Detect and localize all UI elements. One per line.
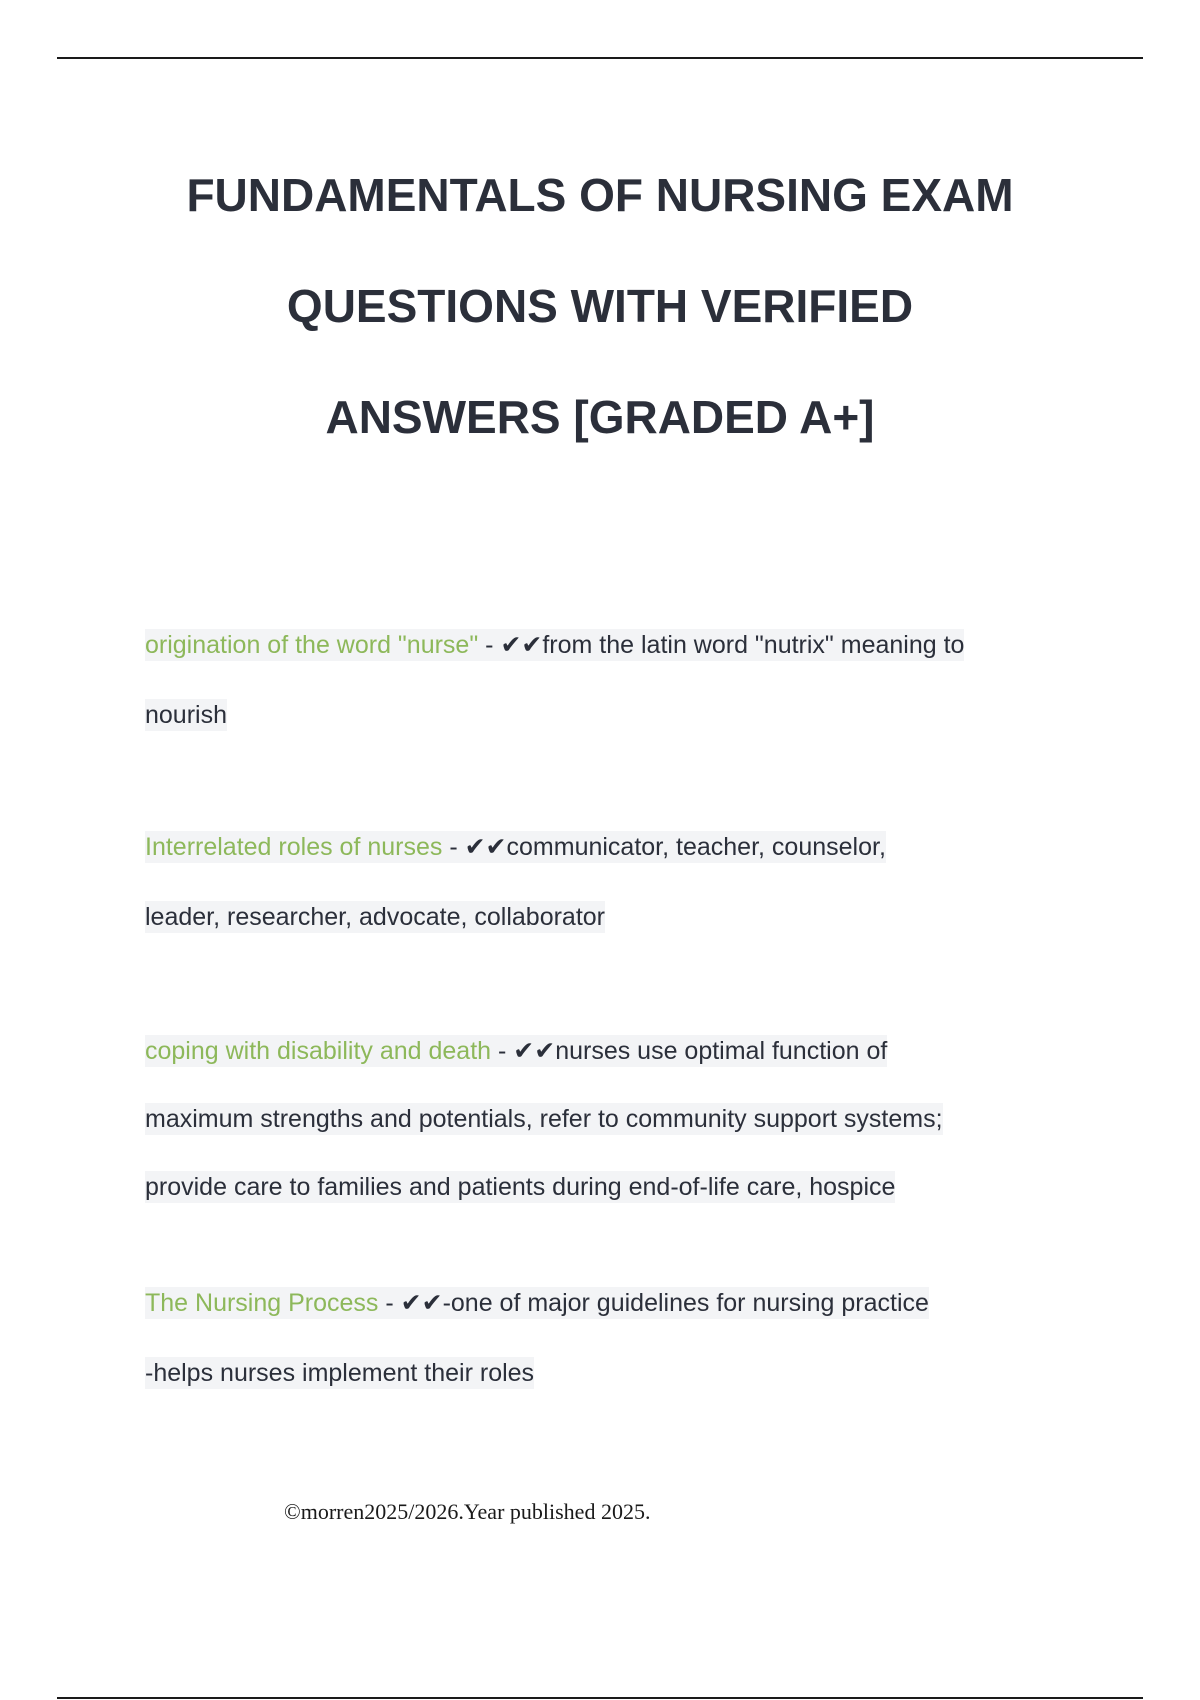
qa-entry-interrelated-roles (145, 812, 1085, 952)
document-title (100, 140, 1100, 473)
entry-answer: leader, researcher, advocate, collaborator (145, 903, 605, 931)
entry-separator: - (491, 1037, 514, 1065)
entry-separator: - (378, 1289, 401, 1317)
entry-line (145, 1017, 1085, 1085)
entry-term: origination of the word "nurse" (145, 631, 479, 659)
entry-line (145, 812, 1085, 882)
qa-entry-nurse-origin (145, 610, 1085, 750)
entry-answer: from the latin word "nutrix" meaning to (542, 631, 965, 659)
entry-line (145, 882, 1085, 952)
copyright-footer: ©morren2025/2026.Year published 2025. (284, 1499, 651, 1524)
top-rule (57, 57, 1143, 59)
check-mark-icon: ✔✔ (500, 631, 543, 659)
entry-term: Interrelated roles of nurses (145, 833, 443, 861)
qa-entry-coping-disability (145, 1017, 1085, 1221)
entry-answer: maximum strengths and potentials, refer to community support systems; (145, 1105, 943, 1133)
qa-entry-nursing-process (145, 1268, 1085, 1408)
entry-answer: provide care to families and patients during end-of-life care, hospice (145, 1173, 896, 1201)
entry-answer: communicator, teacher, counselor, (506, 833, 886, 861)
entry-line (145, 1338, 1085, 1408)
check-mark-icon: ✔✔ (400, 1289, 443, 1317)
title-line-1: FUNDAMENTALS OF NURSING EXAM (186, 169, 1014, 221)
title-line-2: QUESTIONS WITH VERIFIED (286, 280, 914, 332)
entry-answer: -one of major guidelines for nursing practice (442, 1289, 929, 1317)
entry-separator: - (478, 631, 501, 659)
entry-line (145, 1085, 1085, 1153)
title-line-3: ANSWERS [GRADED A+] (325, 391, 875, 443)
entry-answer: -helps nurses implement their roles (145, 1359, 535, 1387)
check-mark-icon: ✔✔ (464, 833, 507, 861)
entry-term: coping with disability and death (145, 1037, 492, 1065)
entry-line (145, 1153, 1085, 1221)
entry-answer: nourish (145, 701, 227, 729)
entry-line (145, 680, 1085, 750)
entry-term: The Nursing Process (145, 1289, 379, 1317)
check-mark-icon: ✔✔ (513, 1037, 556, 1065)
entry-answer: nurses use optimal function of (555, 1037, 888, 1065)
bottom-rule (57, 1697, 1143, 1699)
entry-separator: - (442, 833, 465, 861)
entry-line (145, 610, 1085, 680)
entry-line (145, 1268, 1085, 1338)
